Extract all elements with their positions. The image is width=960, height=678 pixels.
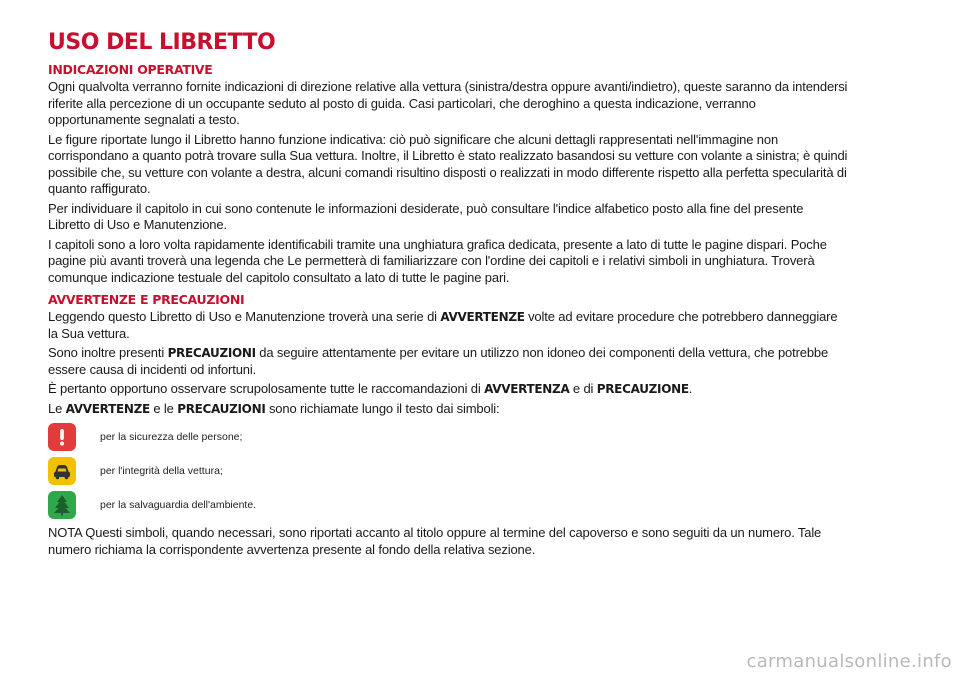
text-segment: È pertanto opportuno osservare scrupolosamente tutte le raccomandazioni di	[48, 381, 485, 396]
symbol-caption: per l'integrità della vettura;	[100, 465, 223, 477]
paragraph-figures: Le figure riportate lungo il Libretto hanno funzione indicativa: ciò può significare che alcuni dettagli rappresentati nell'immagine non corrispondano a quanto potrà trovare sulla Sua vettura. Inoltre, il Libretto è stato realizzato basandosi su vetture con volante a sinistra; è quindi possibile che, su vetture con volante a destra, alcuni comandi risultino disposti o realizzati in modo differente rispetto alla perfetta specularità di quanto raffigurato.	[48, 131, 848, 196]
keyword-avvertenze: AVVERTENZE	[440, 310, 525, 324]
paragraph-avvertenze	[48, 309, 848, 342]
keyword-precauzioni: PRECAUZIONI	[167, 346, 256, 360]
site-watermark: carmanualsonline.info	[746, 651, 952, 672]
symbol-row-vettura	[48, 455, 848, 487]
symbol-caption: per la salvaguardia dell'ambiente.	[100, 499, 257, 511]
text-segment: volte ad evitare procedure che potrebbero danneggiare la Sua vettura.	[48, 309, 838, 341]
car-warning-icon	[48, 457, 76, 485]
page-title: USO DEL LIBRETTO	[48, 30, 276, 55]
keyword-precauzioni: PRECAUZIONI	[177, 401, 266, 416]
text-segment: .	[688, 381, 693, 396]
paragraph-symbols-intro	[48, 401, 848, 418]
keyword-avvertenze: AVVERTENZE	[65, 401, 150, 416]
text-segment: e di	[569, 381, 597, 396]
manual-page	[48, 30, 848, 558]
symbol-row-persone	[48, 421, 848, 453]
symbol-caption: per la sicurezza delle persone;	[100, 431, 243, 443]
tree-environment-icon	[48, 491, 76, 519]
text-segment: e le	[149, 400, 178, 416]
text-segment: Sono inoltre presenti	[48, 345, 168, 360]
keyword-precauzione: PRECAUZIONE	[596, 382, 689, 396]
paragraph-index: Per individuare il capitolo in cui sono contenute le informazioni desiderate, può consultare l'indice alfabetico posto alla fine del presente Libretto di Uso e Manutenzione.	[48, 200, 804, 232]
symbol-row-ambiente	[48, 489, 848, 521]
text-segment: Le	[48, 400, 66, 416]
paragraph-nota: NOTA Questi simboli, quando necessari, sono riportati accanto al titolo oppure al termine del capoverso e sono seguiti da un numero. Tale numero richiama la corrispondente avvertenza presente al fondo della relativa sezione.	[48, 525, 822, 557]
section-heading-avvertenze: AVVERTENZE E PRECAUZIONI	[48, 292, 245, 307]
paragraph-chapters: I capitoli sono a loro volta rapidamente identificabili tramite una unghiatura grafica dedicata, presente a lato di tutte le pagine dispari. Poche pagine più avanti troverà una legenda che Le permetterà di familiarizzare con l'ordine dei capitoli e i relativi simboli in unghiatura. Troverà comunque indicazione testuale del capitolo consultato a lato di tutte le pagine pari.	[48, 236, 827, 285]
section-heading-indicazioni: INDICAZIONI OPERATIVE	[48, 62, 213, 77]
warning-person-icon	[48, 423, 76, 451]
paragraph-raccomandazioni	[48, 381, 848, 398]
text-segment: Leggendo questo Libretto di Uso e Manutenzione troverà una serie di	[48, 309, 441, 324]
text-segment: sono richiamate lungo il testo dai simboli:	[265, 400, 500, 416]
paragraph-precauzioni	[48, 345, 848, 378]
symbol-legend	[48, 421, 848, 521]
keyword-avvertenza: AVVERTENZA	[484, 382, 570, 396]
paragraph-directions: Ogni qualvolta verranno fornite indicazioni di direzione relative alla vettura (sinistra/destra oppure avanti/indietro), queste saranno da intendersi riferite alla percezione di un occupante seduto al posto di guida. Casi particolari, che deroghino a questa indicazione, verranno opportunamente segnalati a testo.	[48, 79, 848, 127]
text-segment: da seguire attentamente per evitare un utilizzo non idoneo dei componenti della vettura, che potrebbe essere causa di incidenti od infortuni.	[48, 345, 829, 377]
